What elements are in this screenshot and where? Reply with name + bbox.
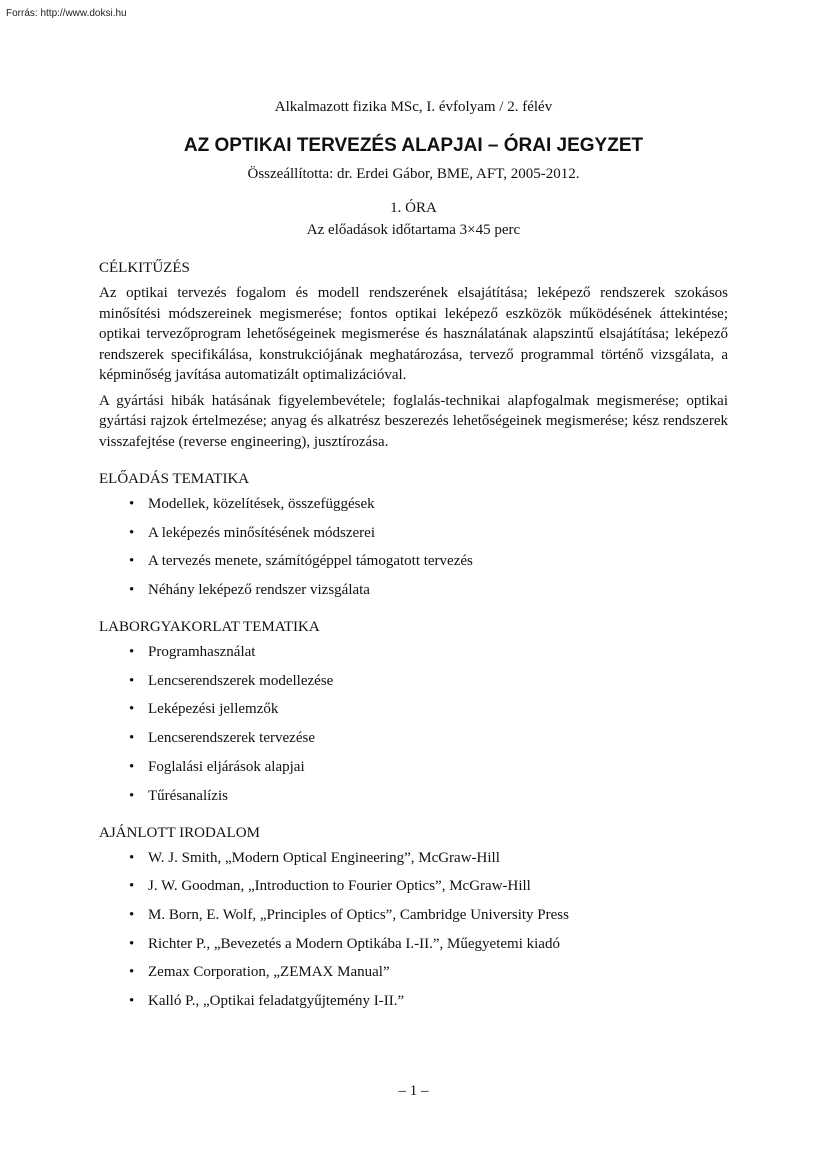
list-item-text: Richter P., „Bevezetés a Modern Optikába I.-II.”, Műegyetemi kiadó [148, 935, 560, 952]
list-item [99, 848, 728, 868]
list-item [99, 494, 728, 514]
list-item [99, 551, 728, 571]
lecture-topics-heading: ELŐADÁS TEMATIKA [99, 471, 250, 487]
lab-topics-list [99, 642, 728, 805]
list-item [99, 642, 728, 662]
bullet-icon: • [129, 878, 135, 895]
source-note: Forrás: http://www.doksi.hu [6, 8, 127, 19]
document-page [99, 96, 728, 1020]
objectives-paragraph: A gyártási hibák hatásának figyelembevétele; foglalás-technikai alapfogalmak megismerése; optikai gyártási rajzok értelmezése; anyag és alkatrész beszerezés lehetőségeinek megismerése; kész rendszerek visszafejtése (reverse engineering), jusztírozása. [99, 392, 728, 450]
list-item-text: Modellek, közelítések, összefüggések [148, 496, 375, 512]
objectives-paragraph: Az optikai tervezés fogalom és modell rendszerének elsajátítása; leképező rendszerek szokásos minősítési módszereinek megismerése; fontos optikai leképező eszközök működésének áttekintése; optikai tervezőprogram lehetőségeinek megismerése és használatának alapszintű elsajátítása; leképező rendszerek specifikálása, konstrukciójának meghatározása, tervező programmal történő vizsgálata, a képminőség javítása automatizált optimalizációval. [99, 285, 728, 383]
list-item [99, 671, 728, 691]
list-item [99, 523, 728, 543]
bullet-icon: • [129, 787, 135, 804]
compiled-by: Összeállította: dr. Erdei Gábor, BME, AFT, 2005-2012. [247, 166, 580, 182]
list-item-text: Kalló P., „Optikai feladatgyűjtemény I-II.” [148, 992, 405, 1009]
bullet-icon: • [129, 992, 135, 1009]
page-number: – 1 – [398, 1083, 429, 1099]
list-item-text: Zemax Corporation, „ZEMAX Manual” [148, 964, 390, 981]
document-title: AZ OPTIKAI TERVEZÉS ALAPJAI – ÓRAI JEGYZET [183, 135, 644, 156]
list-item [99, 757, 728, 777]
bullet-icon: • [129, 906, 135, 923]
list-item-text: A tervezés menete, számítógéppel támogatott tervezés [148, 553, 473, 570]
objectives-heading: CÉLKITŰZÉS [99, 260, 190, 276]
bullet-icon: • [129, 849, 135, 866]
bullet-icon: • [129, 524, 135, 541]
list-item-text: W. J. Smith, „Modern Optical Engineering”, McGraw-Hill [148, 849, 500, 866]
bullet-icon: • [129, 672, 135, 689]
list-item [99, 876, 728, 896]
lesson-number: 1. ÓRA [390, 200, 437, 216]
list-item-text: Lencserendszerek tervezése [148, 730, 315, 747]
list-item-text: Tűrésanalízis [148, 787, 228, 804]
literature-heading: AJÁNLOTT IRODALOM [99, 824, 260, 841]
lab-topics-heading: LABORGYAKORLAT TEMATIKA [99, 619, 320, 636]
bullet-icon: • [129, 644, 135, 661]
bullet-icon: • [129, 553, 135, 570]
list-item [99, 580, 728, 600]
bullet-icon: • [129, 964, 135, 981]
list-item [99, 728, 728, 748]
lecture-topics-list [99, 494, 728, 600]
bullet-icon: • [129, 730, 135, 747]
list-item-text: A leképezés minősítésének módszerei [148, 524, 376, 541]
bullet-icon: • [129, 496, 135, 512]
lecture-duration: Az előadások időtartama 3×45 perc [306, 222, 521, 238]
bullet-icon: • [129, 935, 135, 952]
list-item-text: Néhány leképező rendszer vizsgálata [148, 582, 370, 599]
list-item [99, 786, 728, 806]
list-item [99, 991, 728, 1011]
bullet-icon: • [129, 758, 135, 775]
list-item-text: Programhasználat [148, 644, 256, 661]
list-item-text: Leképezési jellemzők [148, 701, 279, 718]
list-item [99, 962, 728, 982]
bullet-icon: • [129, 582, 135, 599]
list-item-text: Foglalási eljárások alapjai [148, 758, 305, 775]
list-item-text: J. W. Goodman, „Introduction to Fourier Optics”, McGraw-Hill [148, 878, 531, 895]
course-line: Alkalmazott fizika MSc, I. évfolyam / 2. félév [274, 99, 553, 115]
bullet-icon: • [129, 701, 135, 718]
list-item-text: Lencserendszerek modellezése [148, 672, 334, 689]
list-item [99, 934, 728, 954]
literature-list [99, 848, 728, 1011]
list-item-text: M. Born, E. Wolf, „Principles of Optics”, Cambridge University Press [148, 906, 569, 923]
list-item [99, 905, 728, 925]
list-item [99, 699, 728, 719]
